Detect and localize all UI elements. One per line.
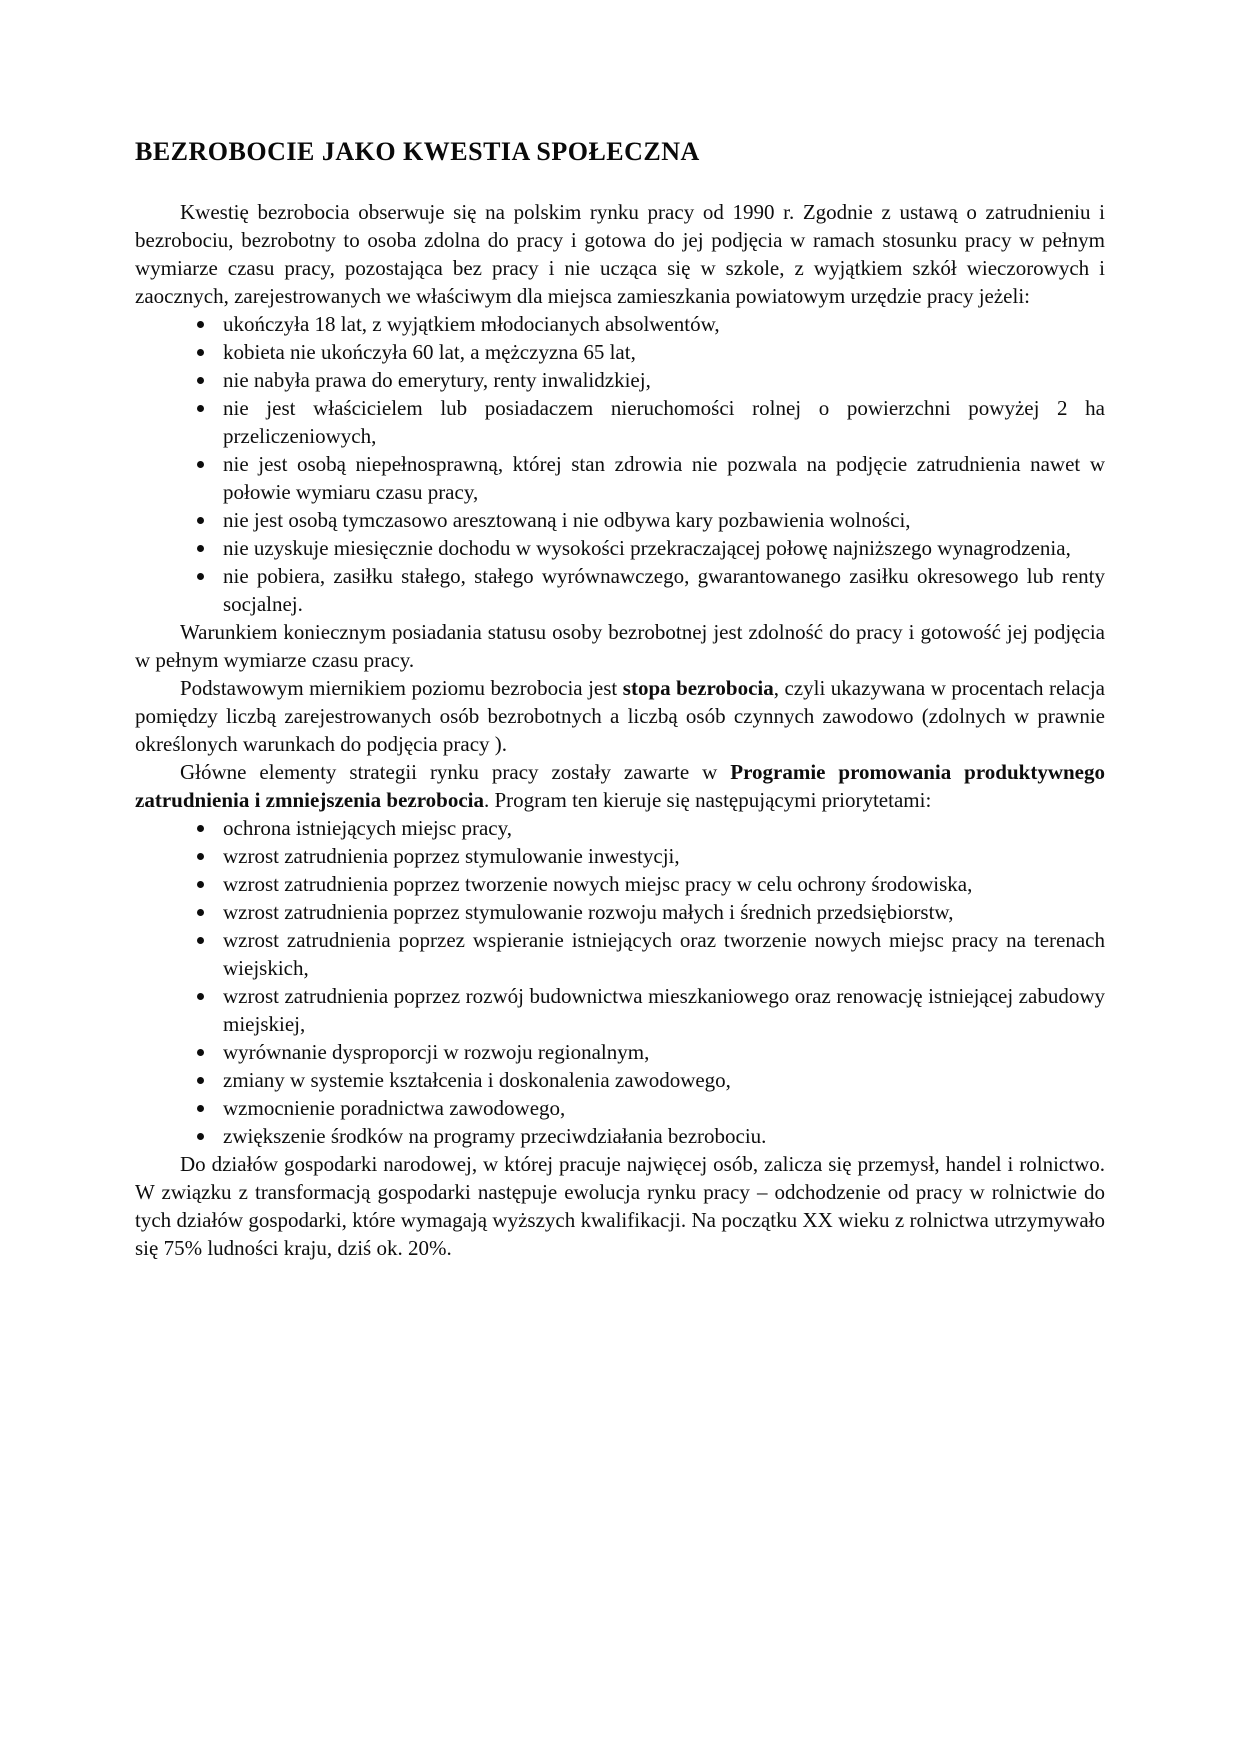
priorities-list — [135, 814, 1105, 1150]
paragraph-program-pre: Główne elementy strategii rynku pracy zostały zawarte w — [180, 760, 731, 784]
list-item: nie pobiera, zasiłku stałego, stałego wyrównawczego, gwarantowanego zasiłku okresowego lub renty socjalnej. — [223, 564, 1105, 616]
list-item: nie uzyskuje miesięcznie dochodu w wysokości przekraczającej połowę najniższego wynagrodzenia, — [223, 534, 1105, 562]
paragraph-measure-post: , czyli ukazywana w procentach relacja pomiędzy liczbą zarejestrowanych osób bezrobotnych a liczbą osób czynnych zawodowo (zdolnych w prawnie określonych warunkach do podjęcia pracy ). — [135, 676, 1105, 756]
list-item: wzrost zatrudnienia poprzez stymulowanie inwestycji, — [223, 842, 1105, 870]
list-item: wyrównanie dysproporcji w rozwoju regionalnym, — [223, 1038, 1105, 1066]
eligibility-list — [135, 310, 1105, 618]
list-item: wzrost zatrudnienia poprzez tworzenie nowych miejsc pracy w celu ochrony środowiska, — [223, 870, 1105, 898]
list-item: wzrost zatrudnienia poprzez rozwój budownictwa mieszkaniowego oraz renowację istniejącej zabudowy miejskiej, — [223, 984, 1105, 1036]
document-title: BEZROBOCIE JAKO KWESTIA SPOŁECZNA — [135, 137, 700, 166]
list-item: ukończyła 18 lat, z wyjątkiem młodocianych absolwentów, — [223, 310, 1105, 338]
list-item: nie jest osobą niepełnosprawną, której stan zdrowia nie pozwala na podjęcie zatrudnienia nawet w połowie wymiaru czasu pracy, — [223, 452, 1105, 504]
paragraph-program — [135, 758, 1105, 814]
paragraph-sectors: Do działów gospodarki narodowej, w której pracuje najwięcej osób, zalicza się przemysł, handel i rolnictwo. W związku z transformacją gospodarki następuje ewolucja rynku pracy – odchodzenie od pracy w rolnictwie do tych działów gospodarki, które wymagają wyższych kwalifikacji. Na początku XX wieku z rolnictwa utrzymywało się 75% ludności kraju, dziś ok. 20%. — [135, 1152, 1105, 1260]
list-item: wzrost zatrudnienia poprzez wspieranie istniejących oraz tworzenie nowych miejsc pracy na terenach wiejskich, — [223, 928, 1105, 980]
list-item: nie jest właścicielem lub posiadaczem nieruchomości rolnej o powierzchni powyżej 2 ha przeliczeniowych, — [223, 396, 1105, 448]
paragraph-measure — [135, 674, 1105, 758]
list-item: kobieta nie ukończyła 60 lat, a mężczyzna 65 lat, — [223, 338, 1105, 366]
paragraph-program-post: . Program ten kieruje się następującymi priorytetami: — [484, 788, 932, 812]
paragraph-measure-bold-term: stopa bezrobocia — [622, 676, 774, 700]
paragraph-program-bold-title: Programie promowania produktywnego zatrudnienia i zmniejszenia bezrobocia — [135, 760, 1105, 812]
list-item: nie nabyła prawa do emerytury, renty inwalidzkiej, — [223, 366, 1105, 394]
paragraph-intro: Kwestię bezrobocia obserwuje się na polskim rynku pracy od 1990 r. Zgodnie z ustawą o zatrudnieniu i bezrobociu, bezrobotny to osoba zdolna do pracy i gotowa do jej podjęcia w ramach stosunku pracy w pełnym wymiarze czasu pracy, pozostająca bez pracy i nie ucząca się w szkole, z wyjątkiem szkół wieczorowych i zaocznych, zarejestrowanych we właściwym dla miejsca zamieszkania powiatowym urzędzie pracy jeżeli: — [135, 200, 1105, 308]
document-content — [135, 136, 1105, 1262]
list-item: ochrona istniejących miejsc pracy, — [223, 814, 1105, 842]
paragraph-condition: Warunkiem koniecznym posiadania statusu osoby bezrobotnej jest zdolność do pracy i gotowość jej podjęcia w pełnym wymiarze czasu pracy. — [135, 620, 1105, 672]
paragraph-measure-pre: Podstawowym miernikiem poziomu bezrobocia jest — [180, 676, 623, 700]
list-item: zmiany w systemie kształcenia i doskonalenia zawodowego, — [223, 1066, 1105, 1094]
list-item: wzrost zatrudnienia poprzez stymulowanie rozwoju małych i średnich przedsiębiorstw, — [223, 898, 1105, 926]
list-item: zwiększenie środków na programy przeciwdziałania bezrobociu. — [223, 1122, 1105, 1150]
list-item: wzmocnienie poradnictwa zawodowego, — [223, 1094, 1105, 1122]
list-item: nie jest osobą tymczasowo aresztowaną i nie odbywa kary pozbawienia wolności, — [223, 506, 1105, 534]
